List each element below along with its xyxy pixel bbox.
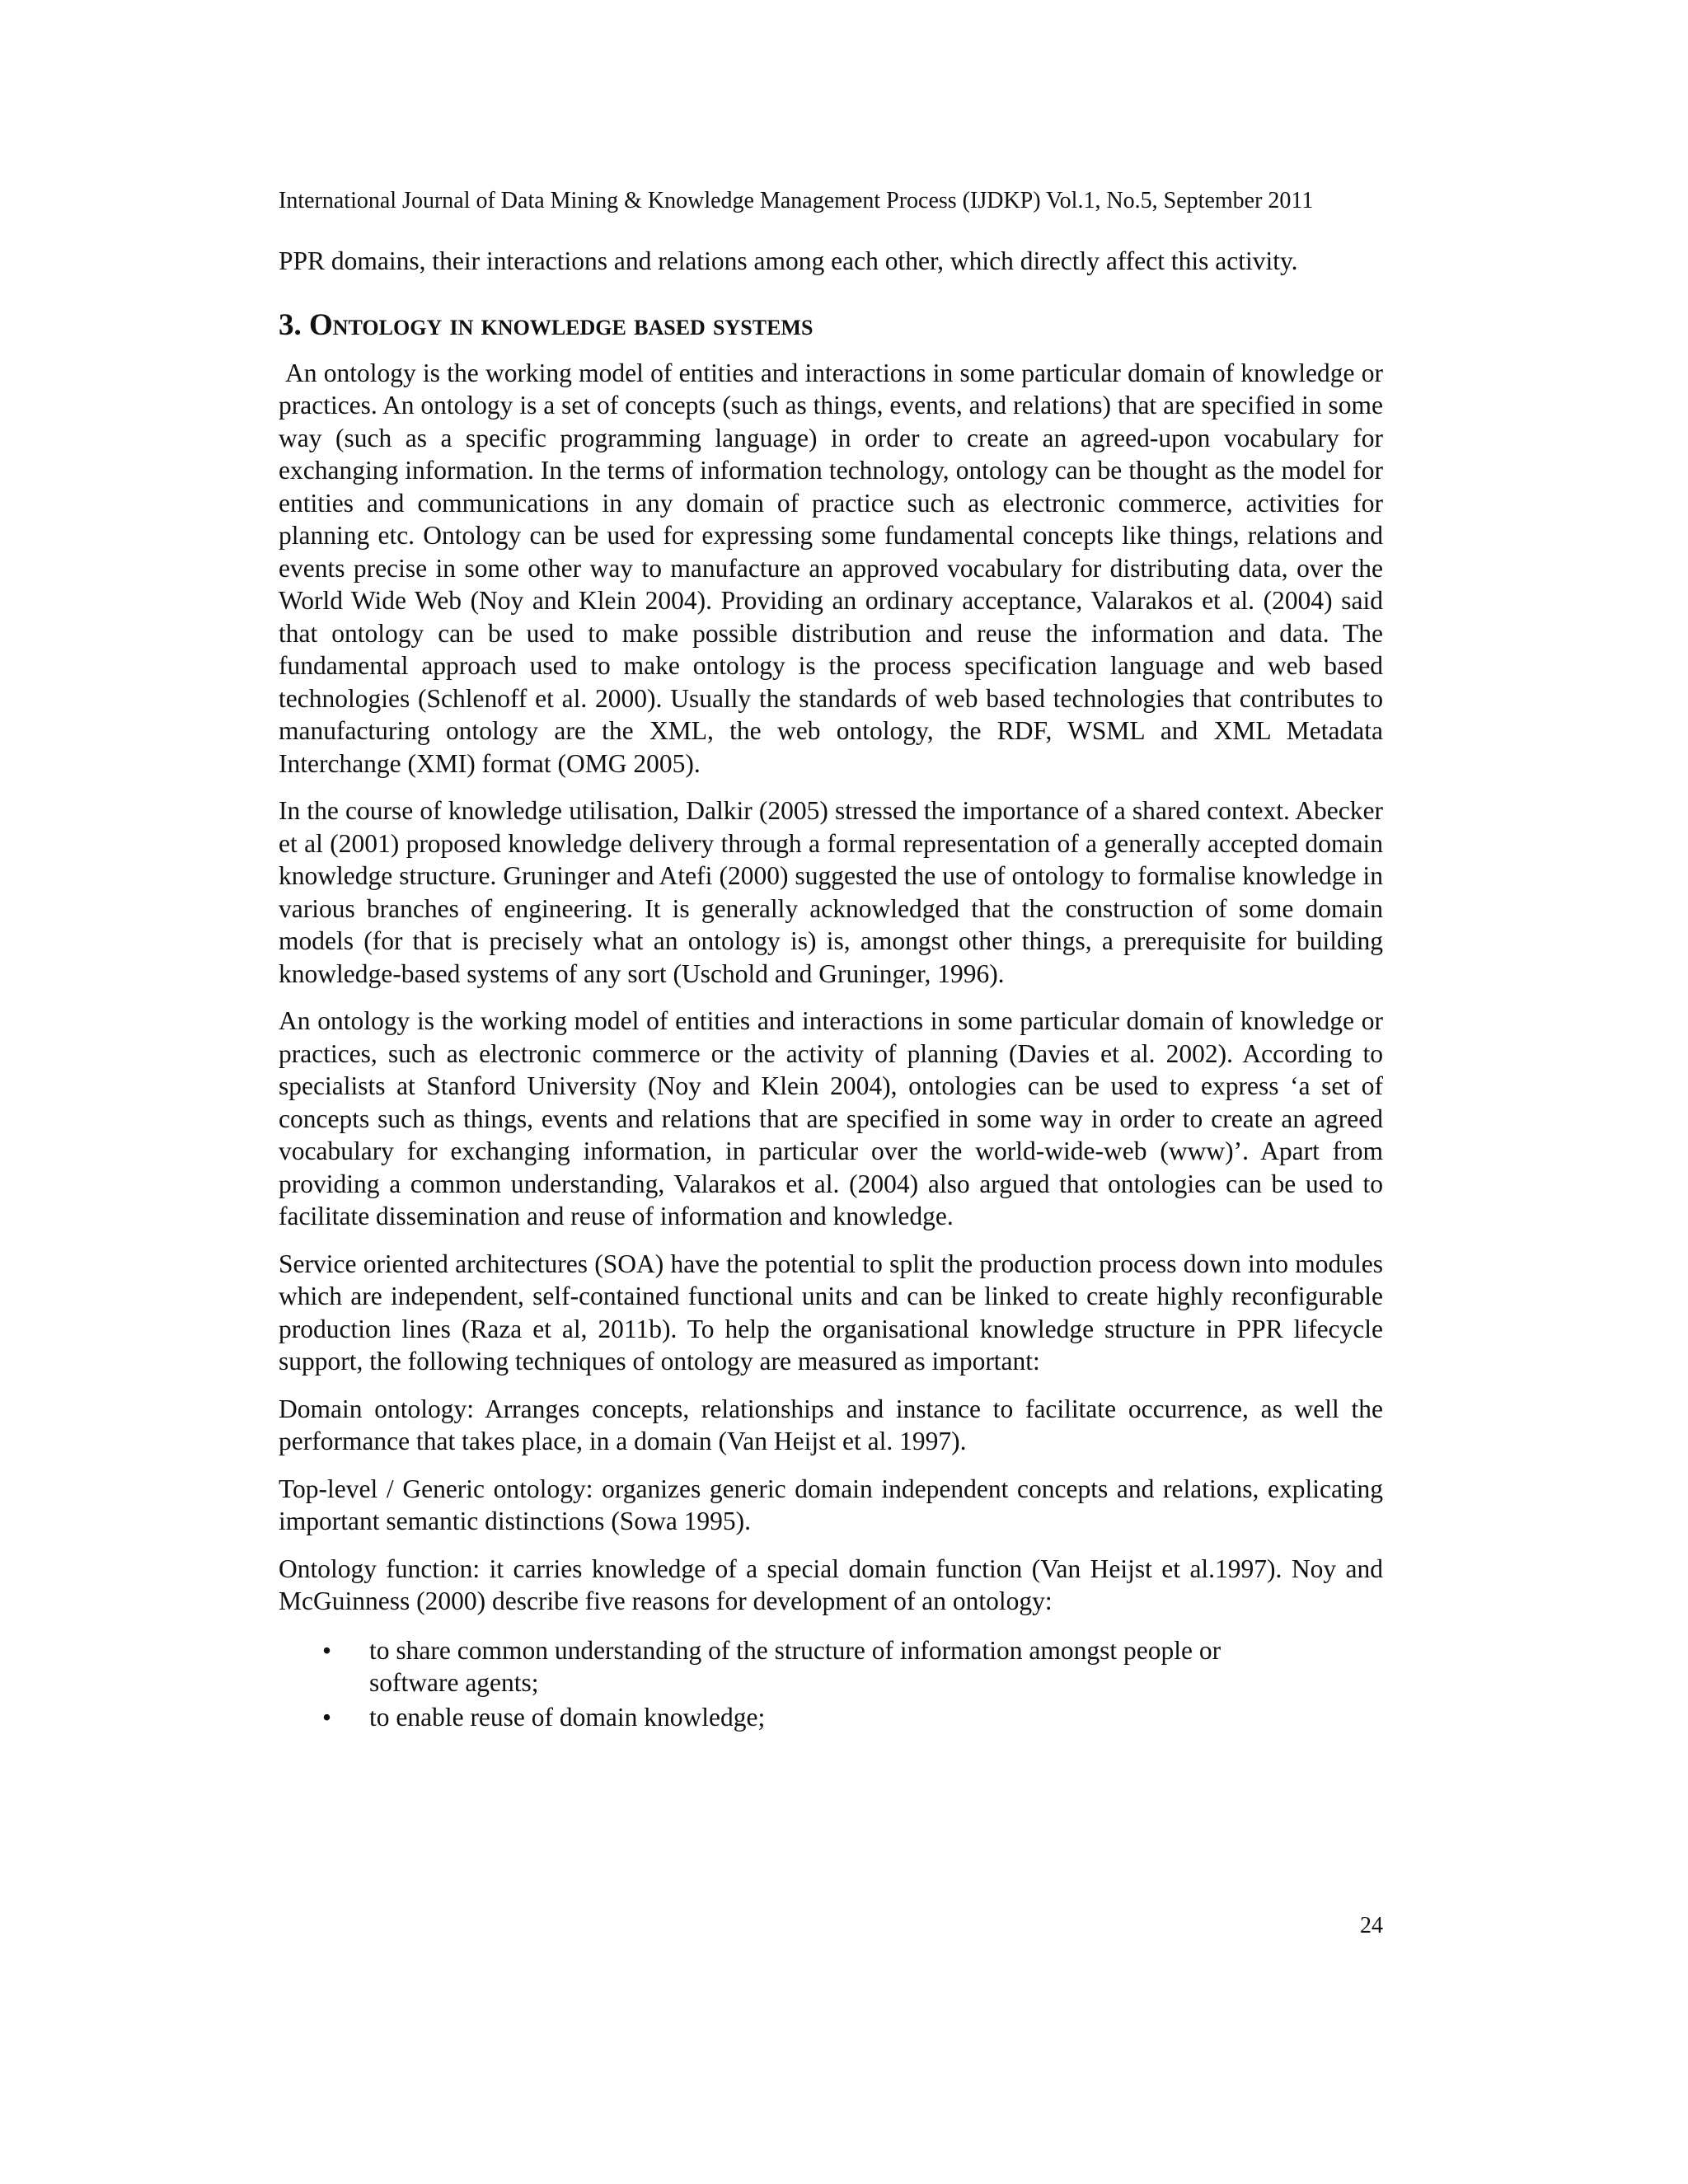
section-heading <box>279 307 1383 344</box>
running-header: International Journal of Data Mining & Knowledge Management Process (IJDKP) Vol.1, No.5, September 2011 <box>279 188 1314 213</box>
intro-paragraph: PPR domains, their interactions and relations among each other, which directly affect this activity. <box>279 246 1298 275</box>
list-item-text: to share common understanding of the structure of information amongst people or software agents; <box>369 1635 1221 1697</box>
paragraph-ontology-function: Ontology function: it carries knowledge of a special domain function (Van Heijst et al.1997). Noy and McGuinness (2000) describe five reasons for development of an ontology: <box>279 1554 1383 1615</box>
page-body <box>279 245 1383 1735</box>
bullet-icon: • <box>322 1702 332 1732</box>
page-number: 24 <box>1360 1913 1383 1938</box>
paragraph-knowledge-utilisation: In the course of knowledge utilisation, Dalkir (2005) stressed the importance of a shared context. Abecker et al (2001) proposed knowledge delivery through a formal representation of a generally accepted domain knowledge structure. Gruninger and Atefi (2000) suggested the use of ontology to formalise knowledge in various branches of engineering. It is generally acknowledged that the construction of some domain models (for that is precisely what an ontology is) is, amongst other things, a prerequisite for building knowledge-based systems of any sort (Uschold and Gruninger, 1996). <box>279 796 1383 988</box>
bullet-icon: • <box>322 1635 332 1665</box>
paragraph-soa: Service oriented architectures (SOA) have the potential to split the production process down into modules which are independent, self-contained functional units and can be linked to create highly reconfigurable production lines (Raza et al, 2011b). To help the organisational knowledge structure in PPR lifecycle support, the following techniques of ontology are measured as important: <box>279 1249 1383 1376</box>
paragraph-working-model: An ontology is the working model of entities and interactions in some particular domain of knowledge or practices, such as electronic commerce or the activity of planning (Davies et al. 2002). According to specialists at Stanford University (Noy and Klein 2004), ontologies can be used to express ‘a set of concepts such as things, events and relations that are specified in some way in order to create an agreed vocabulary for exchanging information, in particular over the world-wide-web (www)’. Apart from providing a common understanding, Valarakos et al. (2004) also argued that ontologies can be used to facilitate dissemination and reuse of information and knowledge. <box>279 1006 1383 1230</box>
list-item-text: to enable reuse of domain knowledge; <box>369 1702 766 1732</box>
section-title: Ontology in knowledge based systems <box>309 307 814 342</box>
reasons-list <box>279 1634 1383 1734</box>
list-item <box>279 1634 1383 1699</box>
paragraph-top-level-ontology: Top-level / Generic ontology: organizes generic domain independent concepts and relations, explicating important semantic distinctions (Sowa 1995). <box>279 1474 1383 1535</box>
list-item <box>279 1701 1383 1734</box>
paragraph-domain-ontology: Domain ontology: Arranges concepts, relationships and instance to facilitate occurrence, as well the performance that takes place, in a domain (Van Heijst et al. 1997). <box>279 1394 1383 1455</box>
paragraph-ontology-definition: An ontology is the working model of entities and interactions in some particular domain of knowledge or practices. An ontology is a set of concepts (such as things, events, and relations) that are specified in some way (such as a specific programming language) in order to create an agreed-upon vocabulary for exchanging information. In the terms of information technology, ontology can be thought as the model for entities and communications in any domain of practice such as electronic commerce, activities for planning etc. Ontology can be used for expressing some fundamental concepts like things, relations and events precise in some other way to manufacture an approved vocabulary for distributing data, over the World Wide Web (Noy and Klein 2004). Providing an ordinary acceptance, Valarakos et al. (2004) said that ontology can be used to make possible distribution and reuse the information and data. The fundamental approach used to make ontology is the process specification language and web based technologies (Schlenoff et al. 2000). Usually the standards of web based technologies that contributes to manufacturing ontology are the XML, the web ontology, the RDF, WSML and XML Metadata Interchange (XMI) format (OMG 2005). <box>279 358 1383 778</box>
section-number: 3. <box>279 307 302 342</box>
